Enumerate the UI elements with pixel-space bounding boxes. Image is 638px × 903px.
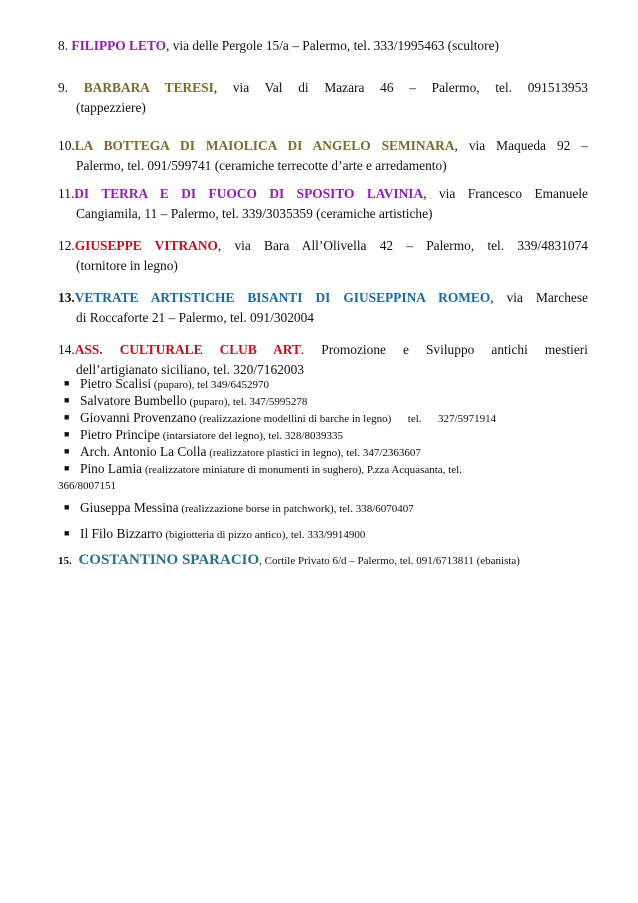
- entry-name: COSTANTINO SPARACIO: [78, 552, 260, 568]
- entry-details: , via Maqueda 92 –: [454, 138, 588, 153]
- square-bullet-icon: ■: [64, 429, 70, 439]
- square-bullet-icon: ■: [64, 528, 70, 538]
- entry-first-line: [58, 288, 588, 308]
- entry-number: 8.: [58, 38, 69, 53]
- entry-name: LA BOTTEGA DI MAIOLICA DI ANGELO SEMINARA: [74, 138, 455, 153]
- entry-continuation: Cangiamila, 11 – Palermo, tel. 339/3035359 (ceramiche artistiche): [76, 206, 433, 221]
- member-name: Arch. Antonio La Colla: [80, 444, 207, 459]
- list-item: [64, 410, 496, 426]
- entry-number: 12.: [58, 238, 75, 253]
- entry-first-line: [58, 340, 588, 360]
- member-detail: (puparo), tel 349/6452970: [151, 379, 269, 391]
- square-bullet-icon: ■: [64, 446, 70, 456]
- member-detail: (realizzatore miniature di monumenti in sughero), P.zza Acquasanta, tel.: [142, 464, 462, 476]
- member-detail: (realizzatore plastici in legno), tel. 347/2363607: [206, 447, 421, 459]
- entry-9: [58, 78, 588, 118]
- entry-continuation: (tappezziere): [76, 100, 146, 115]
- entry-name: BARBARA TERESI: [83, 80, 214, 95]
- member-name: Salvatore Bumbello: [80, 393, 187, 408]
- entry-name: VETRATE ARTISTICHE BISANTI DI GIUSEPPINA ROMEO: [74, 290, 491, 305]
- entry-number: 13.: [58, 290, 75, 305]
- member-name: Giovanni Provenzano: [80, 410, 197, 425]
- entry-first-line: [58, 136, 588, 156]
- member-detail: (realizzazione modellini di barche in legno) tel. 327/5971914: [196, 413, 497, 425]
- member-name: Pietro Principe: [80, 427, 160, 442]
- entry-10: [58, 136, 588, 176]
- entry-13: [58, 288, 588, 328]
- entry-details: , via Bara All’Olivella 42 – Palermo, tel. 339/4831074: [217, 238, 588, 253]
- square-bullet-icon: ■: [64, 378, 70, 388]
- list-item: [64, 461, 462, 477]
- entry-name: ASS. CULTURALE CLUB ART: [74, 342, 301, 357]
- entry-15: [58, 550, 588, 571]
- member-detail: (puparo), tel. 347/5995278: [186, 396, 308, 408]
- member-detail: (bigiotteria di pizzo antico), tel. 333/9914900: [162, 529, 366, 541]
- list-item: [64, 526, 365, 542]
- entry-details: , via Marchese: [490, 290, 589, 305]
- entry-number: 11.: [58, 186, 75, 201]
- entry-continuation: Palermo, tel. 091/599741 (ceramiche terrecotte d’arte e arredamento): [76, 158, 447, 173]
- entry-continuation: (tornitore in legno): [76, 258, 178, 273]
- entry-name: FILIPPO LETO: [71, 38, 167, 53]
- entry-details: , via Francesco Emanuele: [423, 186, 588, 201]
- list-item: [64, 500, 414, 516]
- member-detail: (intarsiatore del legno), tel. 328/8039335: [159, 430, 343, 442]
- list-item: [64, 444, 421, 460]
- entry-first-line: [58, 184, 588, 204]
- member-detail: (realizzazione borse in patchwork), tel. 338/6070407: [178, 503, 414, 515]
- entry-continuation: dell’artigianato siciliano, tel. 320/7162003: [76, 362, 304, 377]
- member-name: Pino Lamia: [80, 461, 143, 476]
- entry-number: 15.: [58, 555, 72, 567]
- square-bullet-icon: ■: [64, 463, 70, 473]
- list-item: [64, 376, 269, 392]
- list-item: [64, 427, 343, 443]
- square-bullet-icon: ■: [64, 395, 70, 405]
- entry-number: 10.: [58, 138, 75, 153]
- entry-number: 9.: [58, 80, 69, 95]
- square-bullet-icon: ■: [64, 502, 70, 512]
- entry-details: . Promozione e Sviluppo antichi mestieri: [300, 342, 588, 357]
- entry-14: [58, 340, 588, 380]
- entry-details: , via delle Pergole 15/a – Palermo, tel. 333/1995463 (scultore): [166, 38, 499, 53]
- list-item-continuation: 366/8007151: [58, 480, 117, 492]
- member-name: Il Filo Bizzarro: [80, 526, 163, 541]
- list-item: [64, 393, 307, 409]
- entry-first-line: [58, 236, 588, 256]
- entry-8: [58, 36, 588, 56]
- square-bullet-icon: ■: [64, 412, 70, 422]
- member-name: Giuseppa Messina: [80, 500, 179, 515]
- entry-name: DI TERRA E DI FUOCO DI SPOSITO LAVINIA: [74, 186, 424, 201]
- entry-first-line: [58, 78, 588, 98]
- entry-details: , via Val di Mazara 46 – Palermo, tel. 091513953: [213, 80, 588, 95]
- entry-details: , Cortile Privato 6/d – Palermo, tel. 091/6713811 (ebanista): [259, 555, 520, 567]
- member-name: Pietro Scalisi: [80, 376, 152, 391]
- entry-12: [58, 236, 588, 276]
- entry-name: GIUSEPPE VITRANO: [74, 238, 218, 253]
- entry-number: 14.: [58, 342, 75, 357]
- entry-continuation: di Roccaforte 21 – Palermo, tel. 091/302004: [76, 310, 315, 325]
- entry-11: [58, 184, 588, 224]
